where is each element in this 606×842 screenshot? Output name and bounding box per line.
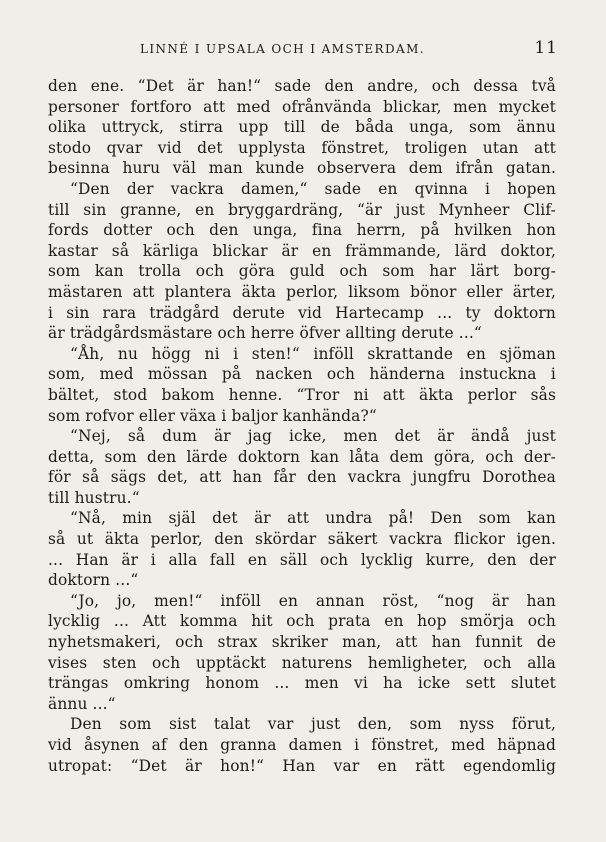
running-head [48,38,558,62]
text-line: som rofvor eller växa i baljor kanhända?“ [48,406,377,425]
text-line: Den som sist talat var just den, som nyss förut, [70,715,556,734]
text-line: “Åh, nu högg ni i sten!“ inföll skrattande en sjöman [70,344,556,363]
text-line: så ut äkta perlor, den skördar säkert vackra flickor igen. [48,530,556,549]
text-line: “Nå, min själ det är att undra på! Den som kan [70,509,556,528]
body-text [48,76,556,776]
text-line: vid åsynen af den granna damen i fönstret, med häpnad [48,736,556,754]
text-line: personer fortforo att med ofrånvända blickar, men mycket [48,97,556,116]
text-line: trängas omkring honom ... men vi ha icke sett slutet [48,674,556,693]
text-line: kastar så kärliga blickar är en främmande, lärd doktor, [48,241,556,260]
page-number: 11 [534,38,558,58]
text-line: doktorn ...“ [48,571,139,590]
text-line: ännu ...“ [48,694,116,713]
text-line: bältet, stod bakom henne. “Tror ni att äkta perlor sås [48,385,556,404]
text-line: stodo qvar vid det upplysta fönstret, troligen utan att [48,138,556,157]
text-line: är trädgårdsmästare och herre öfver allting derute ...“ [48,324,482,343]
text-line: till hustru.“ [48,488,140,507]
text-line: fords dotter och den unga, fina herrn, på hvilken hon [48,221,556,240]
text-line: utropat: “Det är hon!“ Han var en rätt egendomlig [48,756,556,775]
text-line: ... Han är i alla fall en säll och lycklig kurre, den der [48,550,556,569]
text-line: olika uttryck, stirra upp till de båda unga, som ännu [48,118,556,137]
text-line: den ene. “Det är han!“ sade den andre, och dessa två [48,77,556,95]
text-line: i sin rara trädgård derute vid Hartecamp ... ty doktorn [48,303,556,322]
text-line: detta, som den lärde doktorn kan låta dem göra, och der- [48,447,556,466]
text-line: som kan trolla och göra guld och som har lärt borg- [48,262,556,281]
running-title: LINNÉ I UPSALA OCH I AMSTERDAM. [140,42,425,56]
text-line: för så sägs det, att han får den vackra jungfru Dorothea [48,468,556,487]
text-line: vises sten och upptäckt naturens hemligheter, och alla [48,653,556,672]
text-line: “Jo, jo, men!“ inföll en annan röst, “nog är han [70,591,556,610]
text-line: till sin granne, en bryggardräng, “är just Mynheer Clif- [48,200,556,219]
text-line: mästaren att plantera äkta perlor, liksom bönor eller ärter, [48,282,556,301]
text-line: besinna huru väl man kunde observera dem ifrån gatan. [48,159,556,178]
text-line: som, med mössan på nacken och händerna instuckna i [48,365,556,384]
text-line: nyhetsmakeri, och strax skriker man, att han funnit de [48,633,556,652]
text-line: “Den der vackra damen,“ sade en qvinna i hopen [70,179,556,198]
text-line: lycklig ... Att komma hit och prata en hop smörja och [48,612,556,631]
text-line: “Nej, så dum är jag icke, men det är ändå just [70,427,556,446]
